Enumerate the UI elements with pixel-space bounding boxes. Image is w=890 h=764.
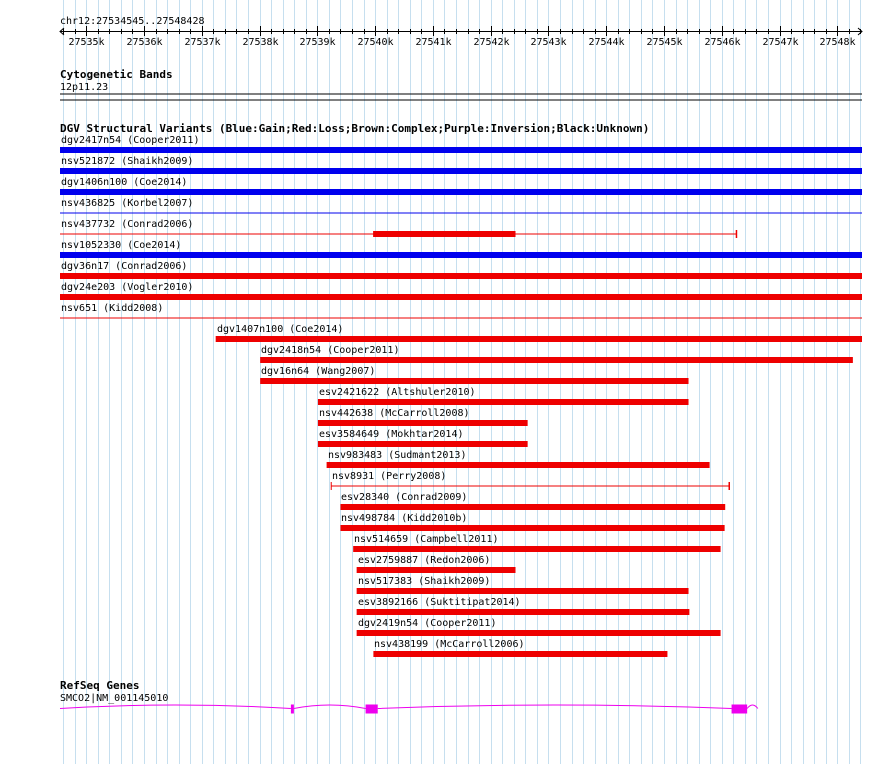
intron-line bbox=[60, 705, 291, 709]
ruler-tick-label: 27539k bbox=[299, 37, 336, 48]
dgv-track-title: DGV Structural Variants (Blue:Gain;Red:Loss;Brown:Complex;Purple:Inversion;Black:Unknown) bbox=[60, 122, 650, 135]
variant-bar bbox=[318, 441, 528, 447]
variant-bar bbox=[373, 651, 667, 657]
variant-feature bbox=[318, 408, 528, 426]
variant-feature bbox=[60, 282, 862, 300]
variant-bar bbox=[260, 378, 688, 384]
variant-feature bbox=[60, 177, 862, 195]
variant-feature bbox=[357, 576, 689, 594]
intron-line bbox=[378, 705, 732, 709]
ruler-tick-label: 27540k bbox=[357, 37, 394, 48]
ruler-tick-label: 27543k bbox=[530, 37, 567, 48]
variant-feature bbox=[318, 429, 528, 447]
variant-label: nsv8931 (Perry2008) bbox=[332, 471, 447, 482]
ruler-axis bbox=[60, 28, 862, 35]
variant-label: dgv2417n54 (Cooper2011) bbox=[61, 135, 200, 146]
variant-label: nsv983483 (Sudmant2013) bbox=[328, 450, 467, 461]
variant-label: nsv651 (Kidd2008) bbox=[61, 303, 164, 314]
exon-block bbox=[366, 705, 378, 714]
variant-label: dgv2418n54 (Cooper2011) bbox=[261, 345, 400, 356]
variant-bar bbox=[60, 189, 862, 195]
variant-bar bbox=[357, 567, 516, 573]
variant-feature bbox=[60, 198, 862, 213]
variant-block bbox=[373, 231, 515, 237]
variant-feature bbox=[373, 639, 667, 657]
dgv-structural-variants-track bbox=[60, 122, 862, 657]
variant-bar bbox=[340, 504, 725, 510]
variant-label: nsv498784 (Kidd2010b) bbox=[341, 513, 468, 524]
variant-bar bbox=[353, 546, 720, 552]
exon-block bbox=[291, 705, 294, 714]
variant-bar bbox=[357, 588, 689, 594]
variant-label: esv3584649 (Mokhtar2014) bbox=[319, 429, 464, 440]
variant-label: dgv1406n100 (Coe2014) bbox=[61, 177, 188, 188]
variant-feature bbox=[216, 324, 862, 342]
ruler-tick-label: 27541k bbox=[415, 37, 452, 48]
variant-label: nsv438199 (McCarroll2006) bbox=[374, 639, 525, 650]
variant-feature bbox=[318, 387, 689, 405]
variant-feature bbox=[60, 156, 862, 174]
variant-label: esv3892166 (Suktitipat2014) bbox=[358, 597, 521, 608]
variant-label: esv2421622 (Altshuler2010) bbox=[319, 387, 476, 398]
variant-label: esv28340 (Conrad2009) bbox=[341, 492, 468, 503]
variant-label: dgv36n17 (Conrad2006) bbox=[61, 261, 188, 272]
ruler-tick-label: 27548k bbox=[819, 37, 856, 48]
variant-feature bbox=[260, 366, 688, 384]
variant-feature bbox=[331, 471, 729, 490]
variant-bar bbox=[60, 294, 862, 300]
exon-block bbox=[732, 705, 748, 714]
ruler-tick-label: 27535k bbox=[68, 37, 105, 48]
cytogenetic-bands-track bbox=[60, 68, 862, 100]
ruler-tick-label: 27545k bbox=[646, 37, 683, 48]
variant-label: dgv24e203 (Vogler2010) bbox=[61, 282, 194, 293]
variant-bar bbox=[357, 609, 690, 615]
variant-bar bbox=[340, 525, 724, 531]
variant-label: esv2759887 (Redon2006) bbox=[358, 555, 491, 566]
ruler-tick-label: 27544k bbox=[588, 37, 625, 48]
variant-feature bbox=[60, 303, 862, 318]
variant-bar bbox=[60, 252, 862, 258]
variant-label: nsv514659 (Campbell2011) bbox=[354, 534, 499, 545]
variant-bar bbox=[318, 420, 528, 426]
variant-bar bbox=[216, 336, 862, 342]
variant-label: nsv517383 (Shaikh2009) bbox=[358, 576, 491, 587]
variant-bar bbox=[60, 147, 862, 153]
cytoband-label: 12p11.23 bbox=[60, 82, 109, 93]
refseq-title: RefSeq Genes bbox=[60, 679, 140, 692]
variant-feature bbox=[60, 240, 862, 258]
ruler-tick-label: 27542k bbox=[473, 37, 510, 48]
variant-label: dgv1407n100 (Coe2014) bbox=[217, 324, 344, 335]
ruler-tick-label: 27546k bbox=[704, 37, 741, 48]
variant-label: nsv436825 (Korbel2007) bbox=[61, 198, 194, 209]
ruler-tick-label: 27536k bbox=[126, 37, 163, 48]
variant-feature bbox=[353, 534, 720, 552]
variant-feature bbox=[60, 135, 862, 153]
variant-label: nsv521872 (Shaikh2009) bbox=[61, 156, 194, 167]
variant-bar bbox=[327, 462, 710, 468]
variant-feature bbox=[60, 261, 862, 279]
ruler-ticks bbox=[68, 26, 855, 48]
locus-label: chr12:27534545..27548428 bbox=[60, 16, 205, 27]
variant-label: nsv442638 (McCarroll2008) bbox=[319, 408, 470, 419]
variant-bar bbox=[260, 357, 853, 363]
variant-bar bbox=[357, 630, 721, 636]
variant-feature bbox=[357, 597, 690, 615]
ruler-tick-label: 27538k bbox=[242, 37, 279, 48]
ruler-tick-label: 27537k bbox=[184, 37, 221, 48]
variant-feature bbox=[357, 618, 721, 636]
variant-bar bbox=[318, 399, 689, 405]
variant-label: dgv16n64 (Wang2007) bbox=[261, 366, 376, 377]
variant-feature bbox=[340, 513, 724, 531]
ruler-tick-label: 27547k bbox=[762, 37, 799, 48]
variant-label: dgv2419n54 (Cooper2011) bbox=[358, 618, 497, 629]
variant-label: nsv1052330 (Coe2014) bbox=[61, 240, 182, 251]
gene-label: SMCO2|NM_001145010 bbox=[60, 693, 169, 704]
variant-feature bbox=[340, 492, 725, 510]
ruler bbox=[60, 16, 862, 48]
refseq-genes-track bbox=[60, 679, 758, 714]
variant-label: nsv437732 (Conrad2006) bbox=[61, 219, 194, 230]
variant-bar bbox=[60, 273, 862, 279]
variant-bar bbox=[60, 168, 862, 174]
variant-feature bbox=[260, 345, 853, 363]
cytobands-title: Cytogenetic Bands bbox=[60, 68, 173, 81]
